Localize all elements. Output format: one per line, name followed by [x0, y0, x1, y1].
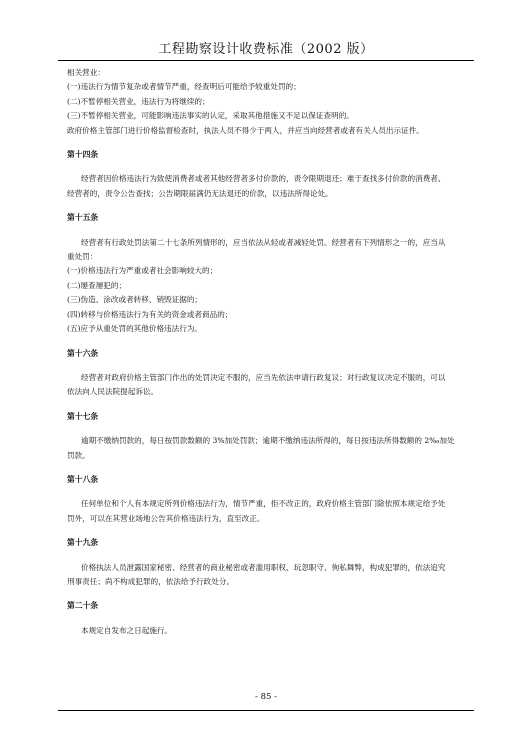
intro-line: 政府价格主管部门进行价格监督检查时，执法人员不得少于两人，并应当向经营者或者有关人员出示证件。 — [67, 125, 424, 135]
article-line: 价格执法人员泄露国家秘密、经营者的商业秘密或者滥用职权、玩忽职守、徇私舞弊，构成犯罪的，依法追究 — [81, 562, 446, 572]
article-15-body — [67, 236, 470, 337]
page-content — [67, 66, 470, 638]
article-20-heading: 第二十条 — [67, 601, 99, 611]
article-line: 经营者因价格违法行为致使消费者或者其他经营者多付价款的，责令限期退还；难于查找多付价款的消费者、 — [81, 174, 446, 184]
page-number: - 85 - — [255, 692, 277, 702]
article-17-heading: 第十七条 — [67, 411, 99, 421]
article-line: (一)价格违法行为严重或者社会影响较大的； — [67, 266, 218, 276]
article-line: 重处罚： — [67, 252, 98, 262]
article-line: (四)转移与价格违法行为有关的资金或者商品的； — [67, 309, 233, 319]
article-15-heading: 第十五条 — [67, 213, 99, 223]
article-line: 逾期不缴纳罚款的，每日按罚款数额的 3%加处罚款；逾期不缴纳违法所得的，每日按违法所得数额的 2‰加处 — [81, 436, 455, 446]
intro-line: (一)违法行为情节复杂或者情节严重，经查明后可能给予较重处罚的； — [67, 82, 301, 92]
article-16-body — [67, 371, 470, 400]
intro-line: (三)不暂停相关营业，可能影响违法事实的认定，采取其他措施又不足以保证查明的。 — [67, 111, 354, 121]
article-line: 任何单位和个人有本规定所列价格违法行为，情节严重，拒不改正的，政府价格主管部门除依照本规定给予处 — [81, 499, 446, 509]
article-16-heading: 第十六条 — [67, 348, 99, 358]
article-line: 经营者有行政处罚法第二十七条所列情形的，应当依法从轻或者减轻处罚。经营者有下列情形之一的，应当从 — [81, 237, 446, 247]
article-line: (二)屡查屡犯的； — [67, 280, 127, 290]
article-20-body — [67, 624, 470, 638]
article-line: 刑事责任；尚不构成犯罪的，依法给予行政处分。 — [67, 576, 235, 586]
article-19-heading: 第十九条 — [67, 538, 99, 548]
article-line: 罚外，可以在其营业场地公告其价格违法行为，直至改正。 — [67, 513, 265, 523]
article-18-heading: 第十八条 — [67, 474, 99, 484]
intro-block — [67, 66, 470, 138]
article-line: 本规定自发布之日起施行。 — [81, 625, 173, 635]
article-line: 罚款。 — [67, 450, 90, 460]
article-line: 经营者的，责令公告查找；公告期限届满仍无法退还的价款，以违法所得论处。 — [67, 188, 333, 198]
header-title: 工程勘察设计收费标准（2002 版） — [158, 42, 374, 57]
intro-line: (二)不暂停相关营业，违法行为将继续的； — [67, 96, 210, 106]
intro-line: 相关营业： — [67, 68, 105, 77]
article-14-body — [67, 172, 470, 201]
article-14-heading: 第十四条 — [67, 150, 99, 160]
article-17-body — [67, 434, 470, 463]
article-19-body — [67, 561, 470, 590]
page-header — [58, 38, 474, 61]
article-18-body — [67, 497, 470, 526]
footer-divider — [58, 710, 474, 711]
article-line: 依法向人民法院提起诉讼。 — [67, 387, 159, 397]
article-line: (三)伪造、涂改或者转移、销毁证据的； — [67, 295, 203, 305]
article-line: 经营者对政府价格主管部门作出的处罚决定不服的，应当先依法申请行政复议；对行政复议决定不服的，可以 — [81, 372, 446, 382]
article-line: (五)应予从重处罚的其他价格违法行为。 — [67, 324, 203, 334]
